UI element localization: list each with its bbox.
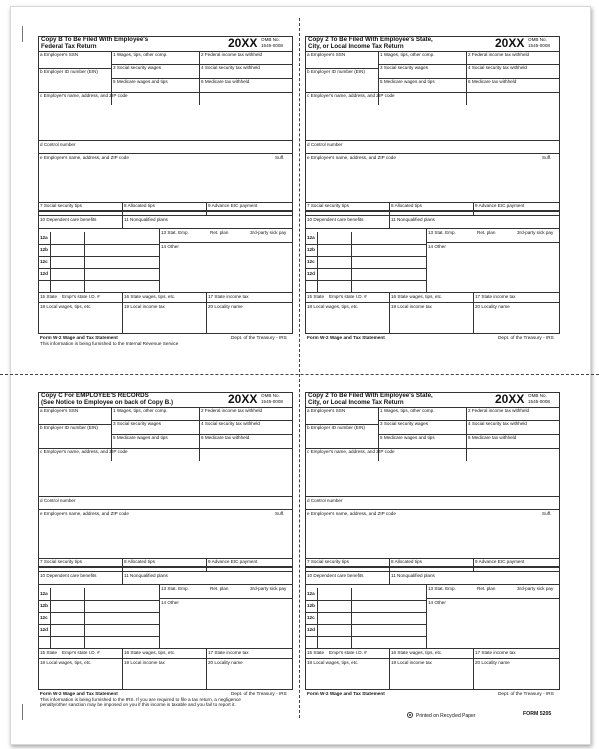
suffix-label: Suff. — [275, 155, 285, 160]
footer-notice-1: This information is being furnished to the Internal Revenue Service — [40, 341, 179, 346]
box14-label: 14 Other — [428, 600, 446, 605]
footer-notice-2: penalty/other sanction may be imposed on you if this income is taxable and you fail to report it. — [40, 702, 236, 707]
box18-label: 18 Local wages, tips, etc. — [307, 304, 359, 309]
box12a-label: 12a — [40, 591, 48, 596]
box19-label: 19 Local income tax — [391, 660, 432, 665]
copy-title-line1: Copy C For EMPLOYEE'S RECORDS — [41, 392, 149, 399]
box12d-label: 12d — [40, 271, 48, 276]
field-b-label: b Employer ID number (EIN) — [307, 69, 365, 74]
box6-label: 6 Medicare tax withheld — [468, 435, 517, 440]
field-e-label: e Employee's name, address, and ZIP code — [307, 511, 396, 516]
w2-copy-3 — [38, 392, 293, 707]
box5-label: 5 Medicare wages and tips — [113, 79, 168, 84]
box6-label: 6 Medicare tax withheld — [201, 435, 250, 440]
vertical-perforation — [299, 18, 300, 718]
recycled-paper-note — [407, 711, 475, 719]
box10-label: 10 Dependent care benefits — [307, 573, 364, 578]
box9-label: 9 Advance EIC payment — [208, 559, 258, 564]
treasury-dept: Dept. of the Treasury - IRS — [231, 691, 287, 696]
box12b-label: 12b — [40, 603, 48, 608]
box2-label: 2 Federal income tax withheld — [468, 408, 530, 413]
box7-label: 7 Social security tips — [40, 203, 82, 208]
box11-label: 11 Nonqualified plans — [124, 573, 168, 578]
field-d-label: d Control number — [307, 498, 343, 503]
box12a-label: 12a — [307, 591, 315, 596]
field-d-label: d Control number — [307, 142, 343, 147]
box1-label: 1 Wages, tips, other comp. — [380, 408, 435, 413]
form-name: Form W-2 Wage and Tax Statement — [40, 335, 118, 340]
box17-label: 17 State income tax — [475, 650, 516, 655]
box12b-label: 12b — [307, 247, 315, 252]
field-c-label: c Employer's name, address, and ZIP code — [307, 449, 395, 454]
box2-label: 2 Federal income tax withheld — [468, 52, 530, 57]
box10-label: 10 Dependent care benefits — [40, 573, 97, 578]
box18-label: 18 Local wages, tips, etc. — [40, 304, 92, 309]
box20-label: 20 Locality name — [475, 304, 510, 309]
box5-label: 5 Medicare wages and tips — [113, 435, 168, 440]
box11-label: 11 Nonqualified plans — [124, 217, 168, 222]
suffix-label: Suff. — [275, 511, 285, 516]
treasury-dept: Dept. of the Treasury - IRS — [498, 335, 554, 340]
field-a-label: a Employee's SSN — [307, 408, 346, 413]
copy-title-line1: Copy 2 To Be Filed With Employee's State, — [308, 392, 433, 399]
box12b-label: 12b — [307, 603, 315, 608]
ret-plan-label: Ret. plan — [477, 230, 496, 235]
box9-label: 9 Advance EIC payment — [475, 559, 525, 564]
field-b-label: b Employer ID number (EIN) — [40, 69, 98, 74]
box10-label: 10 Dependent care benefits — [40, 217, 97, 222]
box16-label: 16 State wages, tips, etc. — [391, 294, 443, 299]
box20-label: 20 Locality name — [475, 660, 510, 665]
box1-label: 1 Wages, tips, other comp. — [380, 52, 435, 57]
box12c-label: 12c — [307, 259, 315, 264]
box5-label: 5 Medicare wages and tips — [380, 79, 435, 84]
state-id-label: Empr's state I.D. # — [329, 294, 367, 299]
punch-mark-top — [22, 26, 23, 42]
field-e-label: e Employee's name, address, and ZIP code — [40, 511, 129, 516]
box16-label: 16 State wages, tips, etc. — [124, 650, 176, 655]
box3-label: 3 Social security wages — [113, 421, 162, 426]
box8-label: 8 Allocated tips — [391, 559, 422, 564]
box4-label: 4 Social security tax withheld — [201, 65, 260, 70]
field-c-label: c Employer's name, address, and ZIP code — [40, 449, 128, 454]
omb-number: 1545-0008 — [528, 399, 550, 404]
form-name: Form W-2 Wage and Tax Statement — [307, 691, 385, 696]
box1-label: 1 Wages, tips, other comp. — [113, 52, 168, 57]
ret-plan-label: Ret. plan — [477, 586, 496, 591]
omb-label: OMB No. — [261, 37, 280, 42]
box12d-label: 12d — [307, 271, 315, 276]
form-name: Form W-2 Wage and Tax Statement — [40, 691, 118, 696]
suffix-label: Suff. — [542, 511, 552, 516]
punch-mark-bottom — [22, 704, 23, 720]
box19-label: 19 Local income tax — [124, 304, 165, 309]
box7-label: 7 Social security tips — [307, 559, 349, 564]
box6-label: 6 Medicare tax withheld — [201, 79, 250, 84]
box12b-label: 12b — [40, 247, 48, 252]
tax-year: 20XX — [495, 36, 525, 50]
recycled-text: Printed on Recycled Paper — [416, 713, 476, 719]
box9-label: 9 Advance EIC payment — [475, 203, 525, 208]
tax-year: 20XX — [228, 36, 258, 50]
sick-pay-label: 3rd-party sick pay — [517, 230, 554, 235]
field-a-label: a Employee's SSN — [40, 408, 79, 413]
sick-pay-label: 3rd-party sick pay — [517, 586, 554, 591]
treasury-dept: Dept. of the Treasury - IRS — [498, 691, 554, 696]
box13-label: 13 Stat. Emp. — [428, 230, 456, 235]
state-id-label: Empr's state I.D. # — [62, 650, 100, 655]
box20-label: 20 Locality name — [208, 660, 243, 665]
box14-label: 14 Other — [161, 600, 179, 605]
omb-label: OMB No. — [261, 393, 280, 398]
omb-number: 1545-0008 — [261, 399, 283, 404]
footer-notice-1: This information is being furnished to the IRS. If you are required to file a tax return, a negligence — [40, 697, 241, 702]
box15-label: 15 State — [40, 294, 58, 299]
box13-label: 13 Stat. Emp. — [161, 230, 189, 235]
omb-label: OMB No. — [528, 37, 547, 42]
box3-label: 3 Social security wages — [380, 421, 429, 426]
box16-label: 16 State wages, tips, etc. — [391, 650, 443, 655]
box8-label: 8 Allocated tips — [124, 203, 155, 208]
sick-pay-label: 3rd-party sick pay — [250, 586, 287, 591]
box4-label: 4 Social security tax withheld — [201, 421, 260, 426]
suffix-label: Suff. — [542, 155, 552, 160]
recycle-icon — [407, 712, 413, 718]
box20-label: 20 Locality name — [208, 304, 243, 309]
box16-label: 16 State wages, tips, etc. — [124, 294, 176, 299]
w2-copy-4 — [305, 392, 560, 704]
sick-pay-label: 3rd-party sick pay — [250, 230, 287, 235]
box17-label: 17 State income tax — [208, 650, 249, 655]
box18-label: 18 Local wages, tips, etc. — [307, 660, 359, 665]
ret-plan-label: Ret. plan — [210, 230, 229, 235]
box11-label: 11 Nonqualified plans — [391, 217, 435, 222]
field-a-label: a Employee's SSN — [307, 52, 346, 57]
box10-label: 10 Dependent care benefits — [307, 217, 364, 222]
field-c-label: c Employer's name, address, and ZIP code — [307, 93, 395, 98]
field-e-label: e Employee's name, address, and ZIP code — [307, 155, 396, 160]
field-b-label: b Employer ID number (EIN) — [40, 425, 98, 430]
box7-label: 7 Social security tips — [40, 559, 82, 564]
omb-label: OMB No. — [528, 393, 547, 398]
copy-title-line1: Copy 2 To Be Filed With Employee's State, — [308, 36, 433, 43]
form-border-top — [305, 392, 560, 567]
box14-label: 14 Other — [161, 244, 179, 249]
box11-label: 11 Nonqualified plans — [391, 573, 435, 578]
field-a-label: a Employee's SSN — [40, 52, 79, 57]
form-border-top — [305, 36, 560, 211]
box3-label: 3 Social security wages — [113, 65, 162, 70]
horizontal-perforation — [0, 374, 599, 375]
field-c-label: c Employer's name, address, and ZIP code — [40, 93, 128, 98]
copy-title-line2: Federal Tax Return — [41, 43, 97, 50]
box12d-label: 12d — [40, 627, 48, 632]
treasury-dept: Dept. of the Treasury - IRS — [231, 335, 287, 340]
field-d-label: d Control number — [40, 142, 76, 147]
box8-label: 8 Allocated tips — [124, 559, 155, 564]
box15-label: 15 State — [307, 294, 325, 299]
box9-label: 9 Advance EIC payment — [208, 203, 258, 208]
box12c-label: 12c — [40, 259, 48, 264]
box15-label: 15 State — [40, 650, 58, 655]
state-id-label: Empr's state I.D. # — [62, 294, 100, 299]
box7-label: 7 Social security tips — [307, 203, 349, 208]
box13-label: 13 Stat. Emp. — [428, 586, 456, 591]
copy-title-line2: (See Notice to Employee on back of Copy B.) — [41, 399, 174, 406]
copy-title-line2: City, or Local Income Tax Return — [308, 43, 404, 50]
box19-label: 19 Local income tax — [124, 660, 165, 665]
box4-label: 4 Social security tax withheld — [468, 421, 527, 426]
box19-label: 19 Local income tax — [391, 304, 432, 309]
tax-year: 20XX — [228, 392, 258, 406]
box4-label: 4 Social security tax withheld — [468, 65, 527, 70]
form-number: FORM 5205 — [523, 711, 552, 717]
box14-label: 14 Other — [428, 244, 446, 249]
box2-label: 2 Federal income tax withheld — [201, 52, 263, 57]
box2-label: 2 Federal income tax withheld — [201, 408, 263, 413]
box12a-label: 12a — [40, 235, 48, 240]
omb-number: 1545-0008 — [528, 43, 550, 48]
box13-label: 13 Stat. Emp. — [161, 586, 189, 591]
w2-copy-1 — [38, 36, 293, 348]
ret-plan-label: Ret. plan — [210, 586, 229, 591]
box17-label: 17 State income tax — [208, 294, 249, 299]
box12c-label: 12c — [40, 615, 48, 620]
form-name: Form W-2 Wage and Tax Statement — [307, 335, 385, 340]
field-d-label: d Control number — [40, 498, 76, 503]
box1-label: 1 Wages, tips, other comp. — [113, 408, 168, 413]
copy-title-line1: Copy B To Be Filed With Employee's — [41, 36, 149, 43]
state-id-label: Empr's state I.D. # — [329, 650, 367, 655]
form-border-top — [38, 392, 293, 567]
box6-label: 6 Medicare tax withheld — [468, 79, 517, 84]
field-b-label: b Employer ID number (EIN) — [307, 425, 365, 430]
form-border-top — [38, 36, 293, 211]
box18-label: 18 Local wages, tips, etc. — [40, 660, 92, 665]
w2-copy-2 — [305, 36, 560, 348]
copy-title-line2: City, or Local Income Tax Return — [308, 399, 404, 406]
box8-label: 8 Allocated tips — [391, 203, 422, 208]
box15-label: 15 State — [307, 650, 325, 655]
box12d-label: 12d — [307, 627, 315, 632]
box12c-label: 12c — [307, 615, 315, 620]
tax-year: 20XX — [495, 392, 525, 406]
box17-label: 17 State income tax — [475, 294, 516, 299]
box3-label: 3 Social security wages — [380, 65, 429, 70]
omb-number: 1545-0008 — [261, 43, 283, 48]
box5-label: 5 Medicare wages and tips — [380, 435, 435, 440]
box12a-label: 12a — [307, 235, 315, 240]
field-e-label: e Employee's name, address, and ZIP code — [40, 155, 129, 160]
